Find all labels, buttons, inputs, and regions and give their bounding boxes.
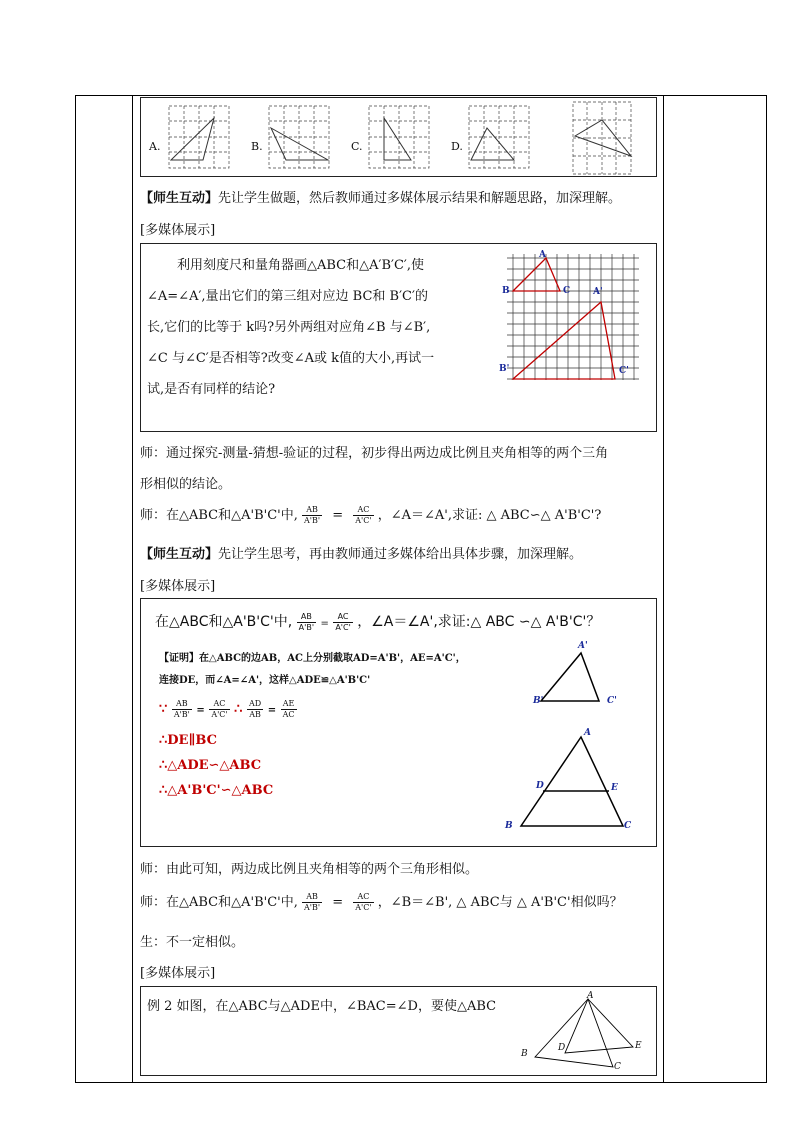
choices-box bbox=[140, 97, 657, 177]
ex2-label-e: E bbox=[635, 1041, 642, 1051]
teacher-2 bbox=[140, 504, 601, 526]
media-1-line-3: 长,它们的比等于 k吗?另外两组对应角∠B 与∠B′, bbox=[147, 320, 431, 335]
ex2-label-c: C bbox=[614, 1062, 621, 1072]
therefore-sign-small: ∴ bbox=[234, 702, 243, 717]
interaction-2 bbox=[140, 543, 582, 562]
table-top-border bbox=[75, 95, 767, 96]
choice-b-label: B. bbox=[251, 140, 263, 153]
grid-label-b2: B' bbox=[499, 364, 510, 374]
proof-figures bbox=[501, 639, 651, 839]
fig-big-d: D bbox=[536, 781, 544, 791]
grid-label-a2: A' bbox=[593, 287, 603, 297]
table-col2-border bbox=[663, 95, 664, 1083]
table-bottom-border bbox=[75, 1082, 767, 1083]
media-2-head-suffix: ，∠A＝∠A',求证:△ ABC ∽△ A'B'C'？ bbox=[357, 614, 601, 630]
media-3-box bbox=[140, 986, 657, 1076]
table-left-border bbox=[75, 95, 76, 1083]
interaction-2-tag: 【师生互动】 bbox=[140, 547, 219, 562]
proof-line-1-text: 在△ABC的边AB，AC上分别截取AD=A'B'，AE=A'C'， bbox=[199, 653, 466, 664]
media-2-box bbox=[140, 598, 657, 847]
choice-figures bbox=[141, 98, 656, 176]
proof-line-2: 连接DE，而∠A=∠A'，这样△ADE≌△A'B'C' bbox=[159, 675, 371, 686]
fig-big-a: A bbox=[584, 728, 591, 738]
teacher-2-frac-1: $\frac{AB}{A'B'}$ bbox=[304, 505, 321, 525]
proof-conclusion-2: ∴△ADE∽△ABC bbox=[159, 758, 262, 773]
media-1-grid bbox=[505, 252, 641, 382]
grid-label-b: B bbox=[502, 286, 510, 296]
choice-c-label: C. bbox=[351, 140, 363, 153]
media-3-text: 例 2 如图，在△ABC与△ADE中，∠BAC=∠D，要使△ABC bbox=[147, 999, 497, 1014]
teacher-4-frac-2: $\frac{AC}{A'C'}$ bbox=[355, 892, 372, 912]
because-sign: ∵ bbox=[159, 702, 168, 717]
proof-frac-1: $\frac{AB}{A'B'}$ bbox=[173, 699, 190, 719]
media-2-head-frac-2: $\frac{AC}{A'C'}$ bbox=[335, 611, 351, 632]
teacher-2-frac-2: $\frac{AC}{A'C'}$ bbox=[355, 505, 372, 525]
fig-small-a: A' bbox=[578, 641, 588, 651]
example-2-figure bbox=[521, 995, 651, 1075]
teacher-3: 师：由此可知，两边成比例且夹角相等的两个三角形相似。 bbox=[140, 862, 479, 877]
proof-frac-2: $\frac{AC}{A'C'}$ bbox=[211, 699, 228, 719]
table-right-border bbox=[766, 95, 767, 1083]
interaction-1-tag: 【师生互动】 bbox=[140, 191, 219, 206]
media-1-line-4: ∠C 与∠C′是否相等?改变∠A或 k值的大小,再试一 bbox=[147, 351, 435, 366]
proof-ratio-line: ∵ $\frac{AB}{A'B'}$ = $\frac{AC}{A'C'}$ ∴ $\frac{AD}{AB}$ = $\frac{AE}{AC}$ bbox=[159, 699, 295, 719]
fig-small-b: B' bbox=[533, 696, 544, 706]
grid-label-a: A bbox=[539, 250, 546, 260]
media-1-line-2: ∠A=∠A′,量出它们的第三组对应边 BC和 B′C′的 bbox=[147, 289, 428, 304]
interaction-1 bbox=[140, 187, 621, 206]
media-1-label: [多媒体展示] bbox=[140, 223, 216, 238]
teacher-2-prefix: 师：在△ABC和△A'B'C'中, bbox=[140, 508, 298, 523]
media-2-head-prefix: 在△ABC和△A'B'C'中, bbox=[155, 614, 293, 630]
ex2-label-a: A bbox=[587, 991, 594, 1001]
choice-a-label: A. bbox=[149, 140, 161, 153]
teacher-4 bbox=[140, 891, 623, 913]
fig-small-c: C' bbox=[607, 696, 617, 706]
teacher-4-suffix: ，∠B＝∠B', △ ABC与 △ A'B'C'相似吗？ bbox=[377, 895, 623, 910]
interaction-2-text: 先让学生思考，再由教师通过多媒体给出具体步骤，加深理解。 bbox=[218, 547, 583, 562]
teacher-1-line-2: 形相似的结论。 bbox=[140, 477, 232, 492]
proof-conclusion-3: ∴△A'B'C'∽△ABC bbox=[159, 783, 274, 798]
grid-label-c: C bbox=[563, 286, 571, 296]
teacher-4-prefix: 师：在△ABC和△A'B'C'中, bbox=[140, 895, 298, 910]
interaction-1-text: 先让学生做题，然后教师通过多媒体展示结果和解题思路，加深理解。 bbox=[218, 191, 622, 206]
media-2-head-frac-1: $\frac{AB}{A'B'}$ bbox=[298, 611, 315, 632]
fig-big-b: B bbox=[505, 821, 513, 831]
choice-d-label: D. bbox=[451, 140, 463, 153]
teacher-4-frac-1: $\frac{AB}{A'B'}$ bbox=[304, 892, 321, 912]
media-1-line-1: 利用刻度尺和量角器画△ABC和△A′B′C′,使 bbox=[177, 258, 425, 273]
media-3-label: [多媒体展示] bbox=[140, 966, 216, 981]
media-2-label: [多媒体展示] bbox=[140, 579, 216, 594]
fig-big-c: C bbox=[624, 821, 632, 831]
media-2-head: 在△ABC和△A'B'C'中, $\frac{AB}{A'B'}$ = $\frac{AC}{A'C'}$ ，∠A＝∠A',求证:△ ABC ∽△ A'B'C'？ bbox=[155, 611, 601, 632]
grid-label-c2: C' bbox=[619, 366, 629, 376]
teacher-2-suffix: ，∠A＝∠A',求证: △ ABC∽△ A'B'C'? bbox=[377, 508, 602, 523]
media-1-box bbox=[140, 243, 657, 432]
proof-frac-3: $\frac{AD}{AB}$ bbox=[248, 699, 262, 719]
ex2-label-b: B bbox=[521, 1049, 528, 1059]
teacher-2-eq: = bbox=[332, 508, 344, 523]
proof-conclusion-1: ∴DE∥BC bbox=[159, 733, 217, 748]
teacher-4-eq: = bbox=[332, 895, 344, 910]
student-answer: 生：不一定相似。 bbox=[140, 935, 245, 950]
table-col1-border bbox=[132, 95, 133, 1083]
proof-line-1 bbox=[159, 649, 466, 664]
fig-big-e: E bbox=[611, 783, 618, 793]
teacher-1-line-1: 师：通过探究-测量-猜想-验证的过程，初步得出两边成比例且夹角相等的两个三角 bbox=[140, 446, 609, 461]
proof-frac-4: $\frac{AE}{AC}$ bbox=[282, 699, 295, 719]
proof-tag: 【证明】 bbox=[159, 653, 199, 664]
media-1-line-5: 试,是否有同样的结论? bbox=[147, 382, 276, 397]
ex2-label-d: D bbox=[558, 1043, 566, 1053]
